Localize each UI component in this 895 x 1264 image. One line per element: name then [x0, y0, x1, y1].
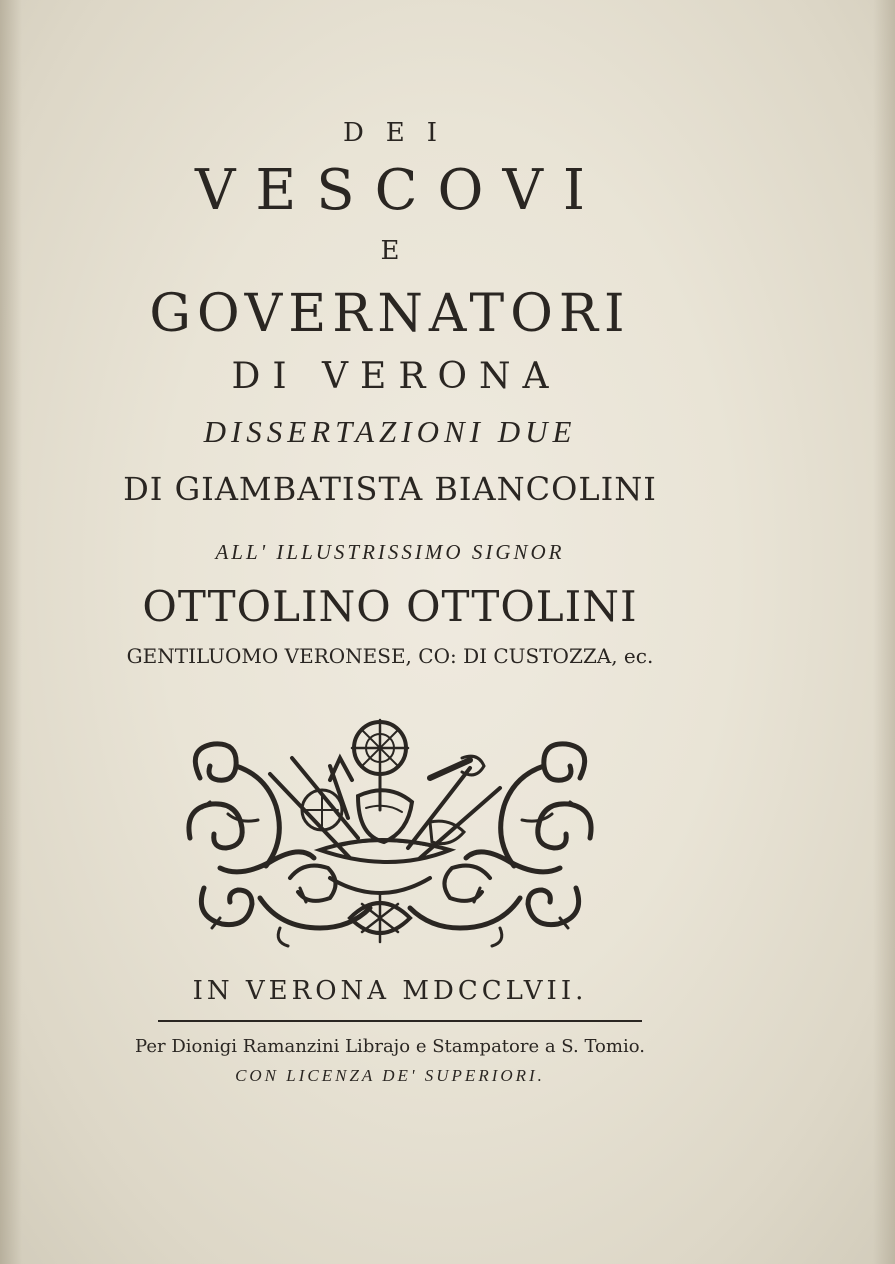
subtitle-dissertazioni: DISSERTAZIONI DUE — [203, 414, 577, 449]
page-edge-shadow-right — [873, 0, 895, 1264]
dedicatee-title: GENTILUOMO VERONESE, CO: DI CUSTOZZA, ec. — [126, 644, 654, 668]
title-e: E — [380, 236, 400, 266]
title-dei: DEI — [342, 118, 460, 148]
dedicatee-name: OTTOLINO OTTOLINI — [142, 582, 638, 631]
dedication-line: ALL' ILLUSTRISSIMO SIGNOR — [215, 540, 565, 564]
printers-ornament-vignette — [180, 718, 600, 950]
title-governatori: GOVERNATORI — [149, 284, 631, 344]
imprint-printer: Per Dionigi Ramanzini Librajo e Stampatore a S. Tomio. — [135, 1036, 645, 1057]
imprint-rule — [158, 1020, 642, 1022]
imprint-place-date: IN VERONA MDCCLVII. — [192, 976, 588, 1006]
title-di-verona: DI VERONA — [231, 356, 561, 397]
title-vescovi: VESCOVI — [194, 158, 606, 223]
imprint-license: CON LICENZA DE' SUPERIORI. — [235, 1066, 545, 1085]
author-line: DI GIAMBATISTA BIANCOLINI — [123, 470, 657, 508]
